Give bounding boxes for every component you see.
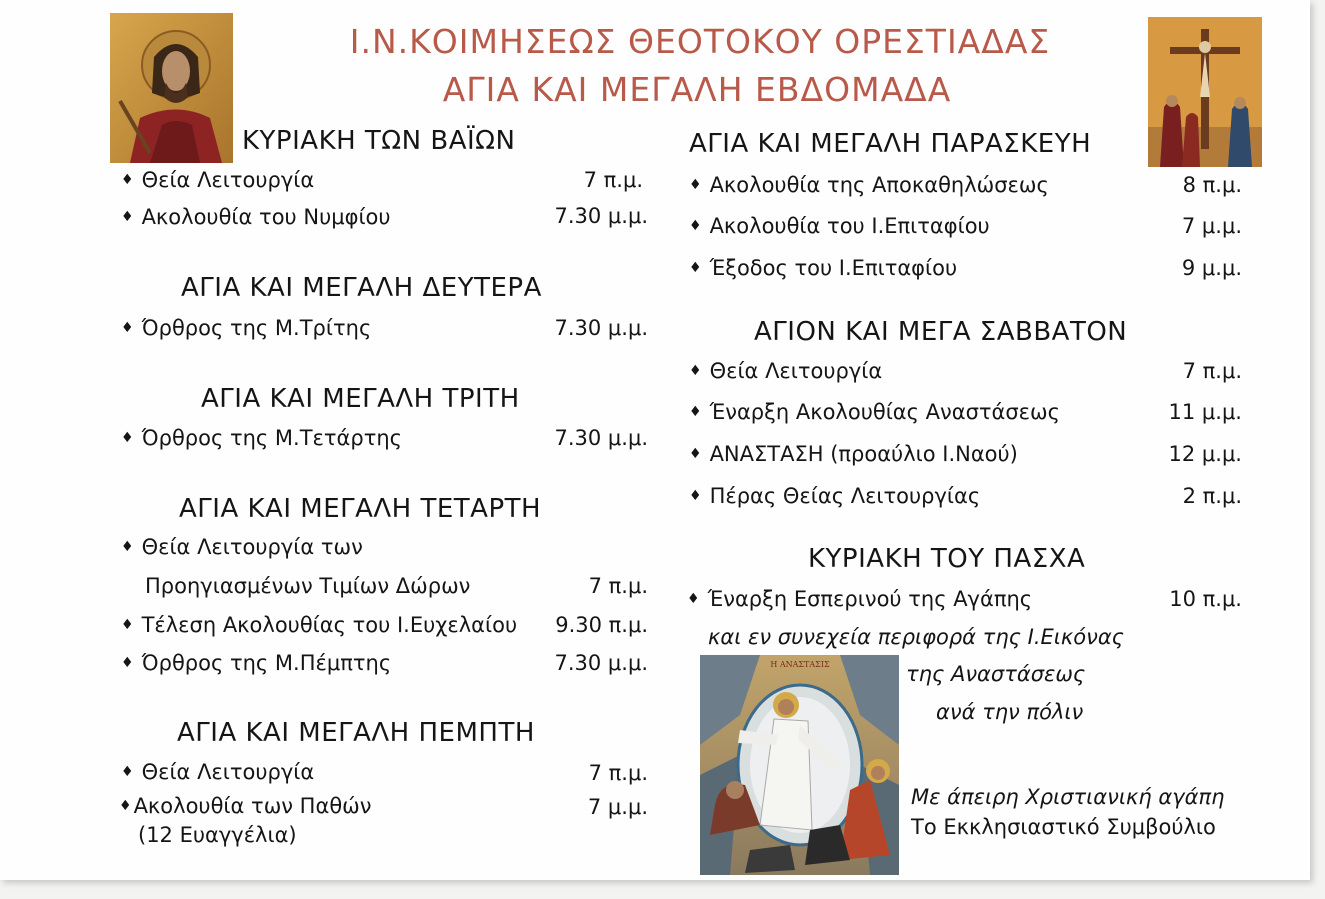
list-item: ♦ Έναρξη Ακολουθίας Αναστάσεως bbox=[689, 400, 1060, 424]
item-time: 9 μ.μ. bbox=[1181, 256, 1242, 280]
list-item: ♦ Ακολουθία της Αποκαθηλώσεως bbox=[689, 173, 1049, 197]
easter-note: ανά την πόλιν bbox=[936, 700, 1084, 724]
item-time: 9.30 π.μ. bbox=[555, 613, 648, 637]
church-title: Ι.Ν.ΚΟΙΜΗΣΕΩΣ ΘΕΟΤΟΚΟΥ ΟΡΕΣΤΙΑΔΑΣ bbox=[349, 22, 1051, 61]
heading-thursday: ΑΓΙΑ ΚΑΙ ΜΕΓΑΛΗ ΠΕΜΠΤΗ bbox=[177, 718, 535, 748]
bullet-icon: ♦ bbox=[689, 488, 702, 504]
list-item: ♦ Ακολουθία του Νυμφίου bbox=[121, 205, 391, 229]
list-item: ♦ Έξοδος του Ι.Επιταφίου bbox=[689, 256, 958, 280]
item-time: 2 π.μ. bbox=[1182, 484, 1242, 508]
heading-friday: ΑΓΙΑ ΚΑΙ ΜΕΓΑΛΗ ΠΑΡΑΣΚΕΥΗ bbox=[689, 129, 1092, 159]
heading-saturday: ΑΓΙΟΝ ΚΑΙ ΜΕΓΑ ΣΑΒΒΑΤΟΝ bbox=[754, 317, 1128, 347]
item-time: 7 π.μ. bbox=[588, 761, 648, 785]
resurrection-label: Η ΑΝΑΣΤΑΣΙΣ bbox=[770, 660, 830, 669]
bullet-icon: ♦ bbox=[121, 172, 134, 188]
heading-wednesday: ΑΓΙΑ ΚΑΙ ΜΕΓΑΛΗ ΤΕΤΑΡΤΗ bbox=[179, 494, 542, 524]
christ-icon bbox=[110, 13, 233, 163]
list-item: ♦ Τέλεση Ακολουθίας του Ι.Ευχελαίου bbox=[121, 613, 518, 637]
list-item: ♦ Ακολουθία του Ι.Επιταφίου bbox=[689, 214, 990, 238]
list-item: ♦ Θεία Λειτουργία bbox=[689, 359, 883, 383]
item-time: 7.30 μ.μ. bbox=[554, 426, 648, 450]
bullet-icon: ♦ bbox=[121, 209, 134, 225]
signature-line: Το Εκκλησιαστικό Συμβούλιο bbox=[911, 815, 1216, 839]
bullet-icon: ♦ bbox=[687, 591, 700, 607]
bullet-icon: ♦ bbox=[689, 218, 702, 234]
list-item: ♦ Όρθρος της Μ.Τετάρτης bbox=[121, 426, 403, 450]
item-time: 10 π.μ. bbox=[1169, 587, 1242, 611]
item-time: 8 π.μ. bbox=[1182, 173, 1242, 197]
heading-tuesday: ΑΓΙΑ ΚΑΙ ΜΕΓΑΛΗ ΤΡΙΤΗ bbox=[201, 384, 520, 414]
heading-easter: ΚΥΡΙΑΚΗ ΤΟΥ ΠΑΣΧΑ bbox=[808, 544, 1086, 574]
list-item: ♦Ακολουθία των Παθών bbox=[119, 794, 372, 818]
list-item: ♦ ΑΝΑΣΤΑΣΗ (προαύλιο Ι.Ναού) bbox=[689, 442, 1018, 466]
list-item: ♦ Όρθρος της Μ.Πέμπτης bbox=[121, 651, 392, 675]
bullet-icon: ♦ bbox=[121, 430, 134, 446]
list-item: ♦ Θεία Λειτουργία bbox=[121, 168, 315, 192]
bullet-icon: ♦ bbox=[689, 404, 702, 420]
item-time: 11 μ.μ. bbox=[1168, 400, 1242, 424]
list-item-continued: Προηγιασμένων Τιμίων Δώρων bbox=[145, 574, 471, 598]
item-time: 7.30 μ.μ. bbox=[554, 316, 648, 340]
item-time: 7 π.μ. bbox=[588, 574, 648, 598]
list-item: ♦ Θεία Λειτουργία των bbox=[121, 535, 363, 559]
easter-note: και εν συνεχεία περιφορά της Ι.Εικόνας bbox=[708, 625, 1125, 649]
item-time: 7.30 μ.μ. bbox=[554, 204, 648, 228]
list-item: ♦ Έναρξη Εσπερινού της Αγάπης bbox=[687, 587, 1033, 611]
bullet-icon: ♦ bbox=[689, 177, 702, 193]
item-time: 7 μ.μ. bbox=[587, 795, 648, 819]
bullet-icon: ♦ bbox=[689, 446, 702, 462]
item-time: 7 π.μ. bbox=[583, 168, 643, 192]
item-time: 7 μ.μ. bbox=[1181, 214, 1242, 238]
resurrection-icon bbox=[700, 655, 899, 875]
easter-note: της Αναστάσεως bbox=[906, 662, 1086, 686]
heading-monday: ΑΓΙΑ ΚΑΙ ΜΕΓΑΛΗ ΔΕΥΤΕΡΑ bbox=[181, 273, 542, 303]
bullet-icon: ♦ bbox=[121, 617, 134, 633]
crucifixion-icon bbox=[1148, 17, 1262, 167]
bullet-icon: ♦ bbox=[121, 320, 134, 336]
week-title: ΑΓΙΑ ΚΑΙ ΜΕΓΑΛΗ ΕΒΔΟΜΑΔΑ bbox=[442, 70, 952, 109]
bullet-icon: ♦ bbox=[121, 764, 134, 780]
signature-line: Με άπειρη Χριστιανική αγάπη bbox=[911, 785, 1225, 809]
list-item: ♦ Όρθρος της Μ.Τρίτης bbox=[121, 316, 372, 340]
bullet-icon: ♦ bbox=[121, 655, 134, 671]
list-item: ♦ Θεία Λειτουργία bbox=[121, 760, 315, 784]
bullet-icon: ♦ bbox=[689, 260, 702, 276]
item-time: 7 π.μ. bbox=[1182, 359, 1242, 383]
item-time: 12 μ.μ. bbox=[1168, 442, 1242, 466]
bullet-icon: ♦ bbox=[121, 539, 134, 555]
list-item-continued: (12 Ευαγγέλια) bbox=[138, 823, 297, 847]
list-item: ♦ Πέρας Θείας Λειτουργίας bbox=[689, 484, 981, 508]
bullet-icon: ♦ bbox=[689, 363, 702, 379]
item-time: 7.30 μ.μ. bbox=[554, 651, 648, 675]
heading-palm-sunday: ΚΥΡΙΑΚΗ ΤΩΝ ΒΑΪΩΝ bbox=[242, 126, 516, 156]
bullet-icon: ♦ bbox=[119, 798, 132, 814]
